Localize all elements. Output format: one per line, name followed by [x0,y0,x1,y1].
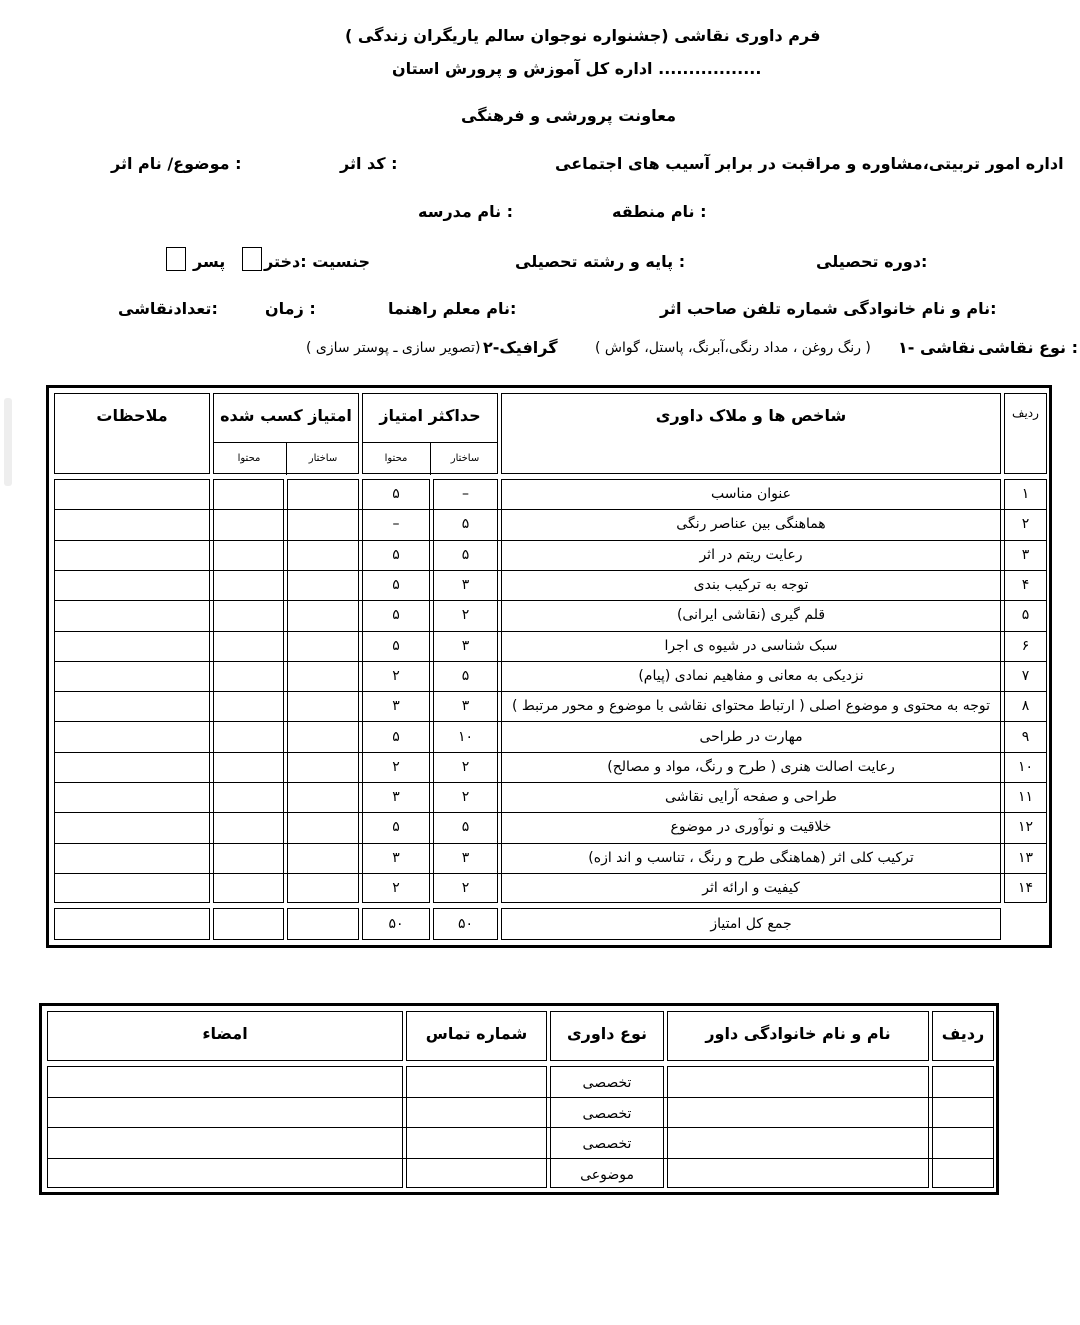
table-row-13-notes[interactable] [54,843,210,873]
gender-label: جنسیت :دختر [264,252,371,271]
table-row-12-earned-structure[interactable] [287,812,359,842]
total-earned-structure[interactable] [287,908,359,940]
header-criteria: شاخص ها و ملاک داوری [501,393,1001,474]
table-row-7-earned-content[interactable] [213,661,284,691]
judges-header-signature: امضاء [47,1011,403,1061]
header-notes: ملاحظات [54,393,210,474]
judge-row-4-judge-type: موضوعی [580,1166,634,1183]
table-row-10-earned-content[interactable] [213,752,284,782]
type-graphic: ۲-گرافیک [483,338,558,357]
table-row-5-max-content: ۵ [392,607,400,624]
table-row-9-earned-content[interactable] [213,721,284,751]
table-row-9-max-structure: ۱۰ [457,728,474,745]
table-row-14-earned-content[interactable] [213,873,284,903]
header-earned-score [213,393,359,474]
table-row-2-max-content: – [392,516,400,533]
table-row-8-earned-content[interactable] [213,691,284,721]
table-row-10-max-content: ۲ [392,758,400,775]
judge-row-1-judge-phone[interactable] [406,1068,547,1099]
table-row-7-max-structure: ۵ [461,667,470,684]
table-row-8-max-content: ۳ [392,698,400,715]
table-row-2-criteria-text: هماهنگی بین عناصر رنگی [676,516,826,533]
table-row-2-earned-structure[interactable] [287,509,359,539]
code-label: کد اثر : [340,154,398,173]
table-row-5-earned-structure[interactable] [287,600,359,630]
table-row-13-row-number: ۱۳ [1017,849,1034,866]
table-row-9-row-number: ۹ [1021,728,1030,745]
school-label: نام مدرسه : [418,202,514,221]
table-row-2-notes[interactable] [54,509,210,539]
table-row-10-max-structure: ۲ [461,758,470,775]
table-row-12-earned-content[interactable] [213,812,284,842]
table-row-14-notes[interactable] [54,873,210,903]
table-row-11-row-number: ۱۱ [1017,789,1034,806]
judge-row-1-judge-row-number[interactable] [932,1068,994,1099]
judge-row-3-judge-phone[interactable] [406,1129,547,1160]
table-row-4-earned-content[interactable] [213,570,284,600]
table-row-4-max-structure: ۳ [461,577,470,594]
judge-row-1-judge-type: تخصصی [582,1075,632,1092]
type-graphic-desc: ( تصویر سازی ـ پوستر سازی) [306,340,481,356]
judge-row-2-judge-type: تخصصی [582,1105,632,1122]
table-row-10-notes[interactable] [54,752,210,782]
table-row-12-criteria-text: خلاقیت و نوآوری در موضوع [670,819,832,836]
table-row-10-criteria-text: رعایت اصالت هنری ( طرح و رنگ، مواد و مصالح) [607,758,895,775]
table-row-6-criteria-text: سبک شناسی در شیوه ی اجرا [664,637,838,654]
header-earned-content: محتوا [237,453,261,464]
type-label: نوع نقاشی : [978,338,1078,357]
judge-row-2-judge-phone[interactable] [406,1099,547,1130]
girl-checkbox[interactable] [242,247,262,271]
judge-row-2-judge-signature[interactable] [47,1099,403,1130]
header-max-score-label: حداکثر امتیاز [379,406,481,425]
table-row-9-max-content: ۵ [392,728,400,745]
count-label: تعدادنقاشی: [118,299,218,318]
judges-table [39,1003,999,1195]
header-earned-structure: ساختار [308,453,338,464]
judge-row-2-judge-row-number[interactable] [932,1099,994,1130]
department-line: اداره امور تربیتی،مشاوره و مراقبت در برابر آسیب های اجتماعی [555,154,1064,173]
table-row-13-criteria-text: ترکیب کلی اثر (هماهنگی طرح و رنگ ، تناسب و اند ازه) [588,849,914,866]
judge-row-3-judge-row-number[interactable] [932,1129,994,1160]
form-title: فرم داوری نقاشی (جشنواره نوجوان سالم یاریگران زندگی ) [345,26,821,45]
teacher-label: نام معلم راهنما: [388,299,517,318]
header-max-score [362,393,498,474]
table-row-5-criteria-text: قلم گیری (نقاشی ایرانی) [676,607,826,624]
table-row-3-row-number: ۳ [1021,546,1030,563]
table-row-4-notes[interactable] [54,570,210,600]
total-notes[interactable] [54,908,210,940]
table-row-14-earned-structure[interactable] [287,873,359,903]
table-row-3-max-content: ۵ [392,546,400,563]
judge-row-3-judge-name[interactable] [667,1129,929,1160]
region-label: نام منطقه : [612,202,707,221]
boy-checkbox[interactable] [166,247,186,271]
table-row-4-max-content: ۵ [392,577,400,594]
judges-header-type: نوع داوری [550,1011,664,1061]
time-label: زمان : [265,299,316,318]
table-row-5-max-structure: ۲ [461,607,470,624]
judge-row-4-judge-signature[interactable] [47,1160,403,1191]
header-max-structure: ساختار [450,453,480,464]
total-earned-content[interactable] [213,908,284,940]
type-painting-desc: ( رنگ روغن ، مداد رنگی،آبرنگ، پاستل، گواش ) [595,340,871,356]
table-row-1-max-structure: – [462,486,469,503]
table-row-12-max-content: ۵ [392,819,400,836]
total-label: جمع کل امتیاز [501,908,1001,940]
table-row-7-earned-structure[interactable] [287,661,359,691]
scrollbar[interactable] [4,398,12,486]
judges-header-phone: شماره تماس [406,1011,547,1061]
table-row-4-earned-structure[interactable] [287,570,359,600]
table-row-1-earned-structure[interactable] [287,479,359,509]
table-row-8-max-structure: ۳ [461,698,470,715]
table-row-10-row-number: ۱۰ [1017,758,1034,775]
table-row-1-max-content: ۵ [392,486,400,503]
header-earned-label: امتیاز کسب شده [220,406,352,425]
table-row-11-notes[interactable] [54,782,210,812]
table-row-4-criteria-text: توجه به ترکیب بندی [693,577,809,594]
table-row-1-earned-content[interactable] [213,479,284,509]
table-row-13-earned-structure[interactable] [287,843,359,873]
table-row-7-max-content: ۲ [392,667,400,684]
table-row-7-row-number: ۷ [1021,667,1030,684]
table-row-2-earned-content[interactable] [213,509,284,539]
table-row-5-earned-content[interactable] [213,600,284,630]
table-row-14-max-content: ۲ [392,880,400,897]
table-row-12-notes[interactable] [54,812,210,842]
table-row-7-criteria-text: نزدیکی به معانی و مفاهیم نمادی (پیام) [638,667,864,684]
table-row-14-row-number: ۱۴ [1017,880,1034,897]
deputy-line: معاونت پرورشی و فرهنگی [461,106,677,125]
table-row-7-notes[interactable] [54,661,210,691]
table-row-6-max-content: ۵ [392,637,400,654]
table-row-8-row-number: ۸ [1021,698,1030,715]
table-row-6-earned-structure[interactable] [287,631,359,661]
table-row-12-max-structure: ۵ [461,819,470,836]
table-row-11-earned-structure[interactable] [287,782,359,812]
header-row-number: ردیف [1004,393,1047,474]
grade-label: پایه و رشته تحصیلی : [515,252,686,271]
judge-row-2-judge-name[interactable] [667,1099,929,1130]
table-row-3-notes[interactable] [54,540,210,570]
table-row-14-criteria-text: کیفیت و ارائه اثر [702,880,800,897]
judge-row-1-judge-signature[interactable] [47,1068,403,1099]
total-content: ۵۰ [362,908,430,940]
table-row-6-notes[interactable] [54,631,210,661]
period-label: دوره تحصیلی: [816,252,928,271]
table-row-6-row-number: ۶ [1021,637,1030,654]
table-row-8-notes[interactable] [54,691,210,721]
judge-row-4-judge-phone[interactable] [406,1160,547,1191]
type-painting: ۱- نقاشی [898,338,976,357]
table-row-3-earned-structure[interactable] [287,540,359,570]
table-row-6-earned-content[interactable] [213,631,284,661]
table-row-13-earned-content[interactable] [213,843,284,873]
judges-header-name: نام و نام خانوادگی داور [667,1011,929,1061]
table-row-1-criteria-text: عنوان مناسب [711,486,791,503]
table-row-11-earned-content[interactable] [213,782,284,812]
judge-row-3-judge-signature[interactable] [47,1129,403,1160]
table-row-9-notes[interactable] [54,721,210,751]
table-row-6-max-structure: ۳ [461,637,470,654]
table-row-5-notes[interactable] [54,600,210,630]
owner-name-phone-label: نام و نام خانوادگی شماره تلفن صاحب اثر: [660,299,997,318]
office-line: اداره کل آموزش و پرورش استان ................. [392,59,762,78]
table-row-14-max-structure: ۲ [461,880,470,897]
table-row-12-row-number: ۱۲ [1017,819,1034,836]
table-row-3-criteria-text: رعایت ریتم در اثر [699,546,803,563]
table-row-13-max-content: ۳ [392,849,400,866]
table-row-3-max-structure: ۵ [461,546,470,563]
table-row-8-criteria-text: توجه به محتوی و موضوع اصلی ( ارتباط محتوای نقاشی با موضوع و محور مرتبط ) [511,698,991,715]
table-row-13-max-structure: ۳ [461,849,470,866]
header-max-content: محتوا [384,453,408,464]
total-structure: ۵۰ [433,908,498,940]
judge-row-4-judge-row-number[interactable] [932,1160,994,1191]
boy-label: پسر [193,252,226,271]
table-row-11-max-content: ۳ [392,789,400,806]
judge-row-3-judge-type: تخصصی [582,1136,632,1153]
table-row-5-row-number: ۵ [1021,607,1030,624]
table-row-2-max-structure: ۵ [461,516,470,533]
table-row-1-notes[interactable] [54,479,210,509]
table-row-2-row-number: ۲ [1021,516,1030,533]
subject-label: موضوع/ نام اثر : [111,154,242,173]
table-row-8-earned-structure[interactable] [287,691,359,721]
table-row-9-criteria-text: مهارت در طراحی [699,728,803,745]
judge-row-4-judge-name[interactable] [667,1160,929,1191]
table-row-10-earned-structure[interactable] [287,752,359,782]
table-row-3-earned-content[interactable] [213,540,284,570]
table-row-11-criteria-text: طراحی و صفحه آرایی نقاشی [665,789,837,806]
judge-row-1-judge-name[interactable] [667,1068,929,1099]
scoring-table [46,385,1052,948]
table-row-1-row-number: ۱ [1021,486,1030,503]
judges-header-row: ردیف [932,1011,994,1061]
table-row-11-max-structure: ۲ [461,789,470,806]
table-row-4-row-number: ۴ [1021,577,1030,594]
table-row-9-earned-structure[interactable] [287,721,359,751]
